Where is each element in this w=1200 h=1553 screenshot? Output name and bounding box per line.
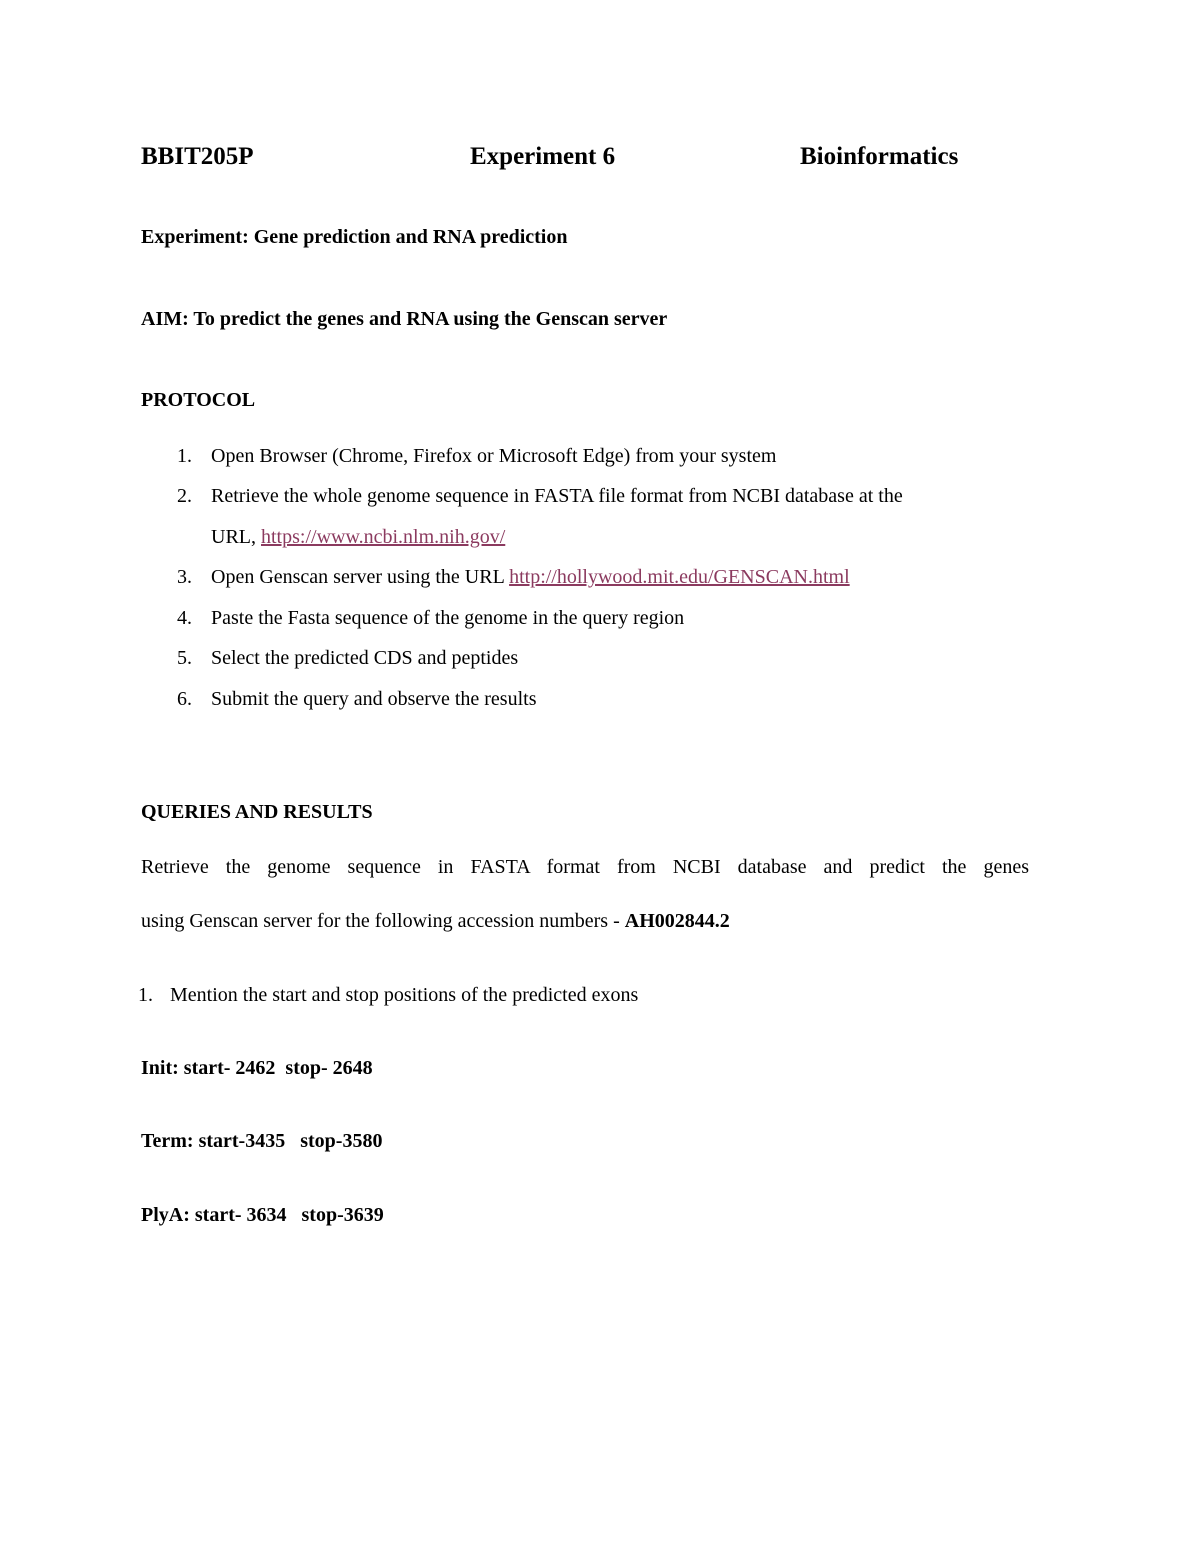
question-number: 1. (138, 984, 153, 1006)
question-text: Mention the start and stop positions of the predicted exons (170, 984, 639, 1006)
result-init: Init: start- 2462 stop- 2648 (141, 1057, 373, 1079)
course-code: BBIT205P (141, 143, 254, 170)
aim-statement: AIM: To predict the genes and RNA using the Genscan server (141, 308, 668, 330)
step-number: 4. (177, 607, 192, 629)
result-term: Term: start-3435 stop-3580 (141, 1130, 383, 1152)
queries-heading: QUERIES AND RESULTS (141, 801, 373, 823)
queries-intro-line-2: using Genscan server for the following accession numbers - AH002844.2 (141, 910, 730, 932)
result-plya: PlyA: start- 3634 stop-3639 (141, 1204, 384, 1226)
subject-title: Bioinformatics (800, 143, 959, 170)
experiment-number: Experiment 6 (470, 143, 616, 170)
protocol-heading: PROTOCOL (141, 389, 256, 411)
step-text: Open Browser (Chrome, Firefox or Microsoft Edge) from your system (211, 445, 777, 467)
step-text: Open Genscan server using the URL http://hollywood.mit.edu/GENSCAN.html (211, 566, 850, 588)
step-number: 3. (177, 566, 192, 588)
experiment-title: Experiment: Gene prediction and RNA prediction (141, 226, 568, 248)
step-number: 6. (177, 688, 192, 710)
accession-number: AH002844.2 (624, 910, 730, 932)
step-number: 5. (177, 647, 192, 669)
step-text: Retrieve the whole genome sequence in FASTA file format from NCBI database at the (211, 485, 903, 507)
ncbi-link[interactable]: https://www.ncbi.nlm.nih.gov/ (261, 526, 506, 548)
step-text: Submit the query and observe the results (211, 688, 537, 710)
step-text: Paste the Fasta sequence of the genome in the query region (211, 607, 685, 629)
step-number: 2. (177, 485, 192, 507)
step-text: Select the predicted CDS and peptides (211, 647, 519, 669)
queries-intro-line-1: Retrieve the genome sequence in FASTA format from NCBI database and predict the genes (141, 856, 1029, 878)
genscan-link[interactable]: http://hollywood.mit.edu/GENSCAN.html (509, 566, 850, 588)
step-text-continued: URL, https://www.ncbi.nlm.nih.gov/ (211, 526, 506, 548)
step-number: 1. (177, 445, 192, 467)
